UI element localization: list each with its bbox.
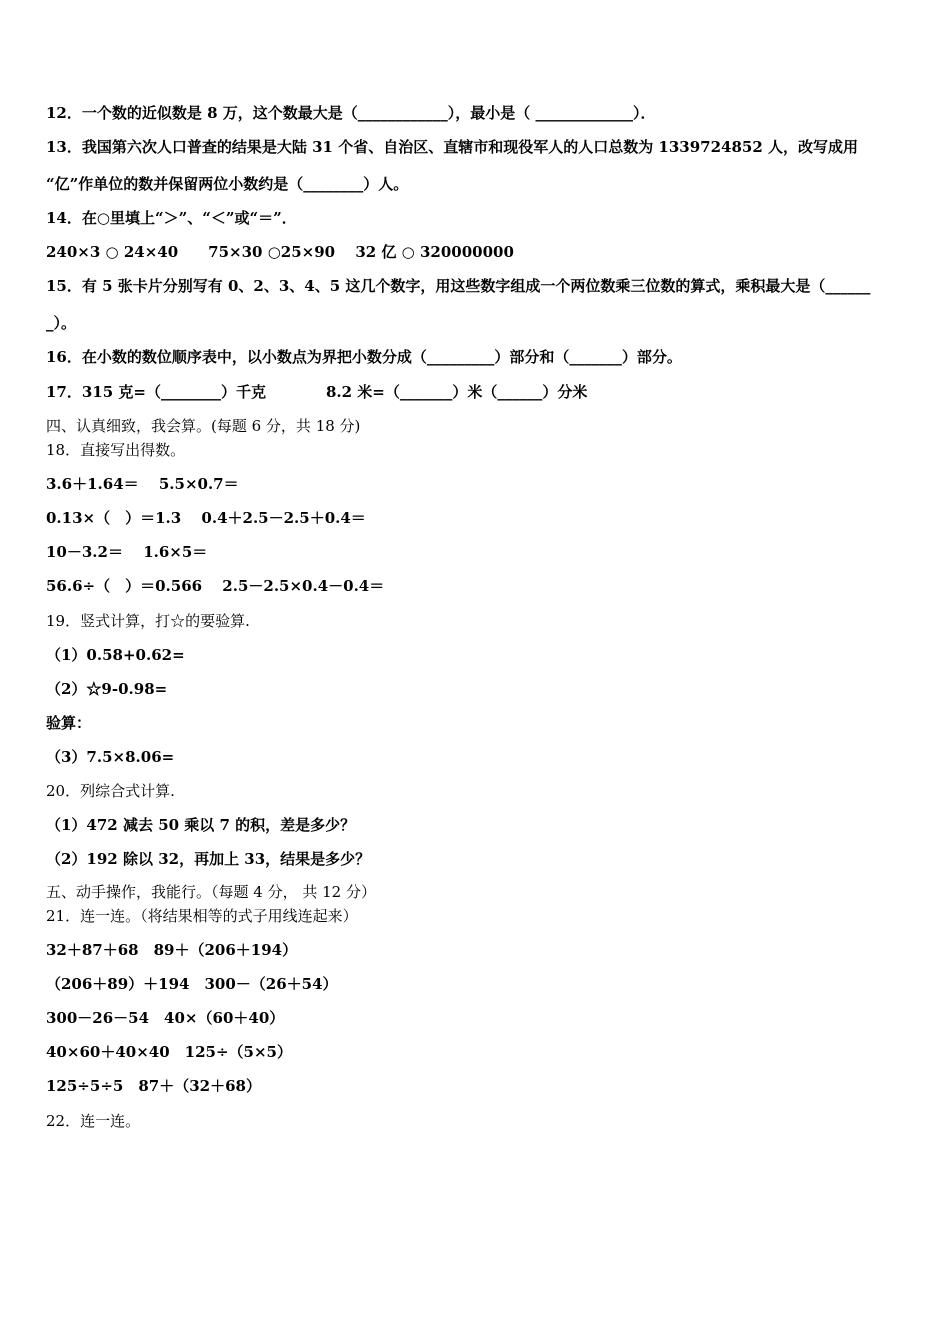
question-18-row-3: 10－3.2＝ 1.6×5＝ (46, 543, 208, 561)
question-14-items: 240×3 ○ 24×40 75×30 ○25×90 32 亿 ○ 320000000 (46, 243, 514, 261)
question-18-row-2: 0.13×（ ）＝1.3 0.4＋2.5－2.5＋0.4＝ (46, 509, 366, 527)
question-14: 14．在○里填上“＞”、“＜”或“＝”． (46, 209, 297, 227)
question-21-row-2: （206＋89）＋194 300－（26＋54） (46, 975, 338, 993)
question-19-check-label: 验算： (46, 714, 92, 732)
question-21-row-5: 125÷5÷5 87＋（32＋68） (46, 1077, 261, 1095)
question-20-part-2: （2）192 除以 32，再加上 33，结果是多少？ (46, 850, 371, 868)
question-21: 21．连一连。（将结果相等的式子用线连起来） (46, 907, 358, 925)
question-16: 16．在小数的数位顺序表中，以小数点为界把小数分成（_________）部分和（_______）部分。 (46, 348, 682, 366)
question-21-row-4: 40×60＋40×40 125÷（5×5） (46, 1043, 292, 1061)
question-20-part-1: （1）472 减去 50 乘以 7 的积，差是多少？ (46, 816, 356, 834)
question-22: 22．连一连。 (46, 1112, 141, 1130)
question-21-row-3: 300－26－54 40×（60＋40） (46, 1009, 285, 1027)
question-17: 17．315 克=（________）千克 8.2 米=（_______）米（______）分米 (46, 383, 588, 401)
question-18-row-4: 56.6÷（ ）＝0.566 2.5－2.5×0.4－0.4＝ (46, 577, 385, 595)
question-19-part-2: （2）☆9-0.98= (46, 680, 168, 698)
question-21-row-1: 32＋87＋68 89＋（206＋194） (46, 941, 298, 959)
question-20: 20．列综合式计算. (46, 782, 175, 800)
question-13-line-1: 13．我国第六次人口普查的结果是大陆 31 个省、自治区、直辖市和现役军人的人口总数为 1339724852 人，改写成用 (46, 138, 859, 156)
question-19-part-1: （1）0.58+0.62= (46, 646, 185, 664)
section-4-heading: 四、认真细致，我会算。(每题 6 分，共 18 分) (46, 417, 361, 435)
question-18-row-1: 3.6＋1.64＝ 5.5×0.7＝ (46, 475, 239, 493)
question-15-line-1: 15．有 5 张卡片分别写有 0、2、3、4、5 这几个数字，用这些数字组成一个两位数乘三位数的算式，乘积最大是（______ (46, 277, 871, 295)
question-19-part-3: （3）7.5×8.06= (46, 748, 175, 766)
question-12: 12．一个数的近似数是 8 万，这个数最大是（____________），最小是（ _____________）． (46, 104, 656, 122)
question-18: 18．直接写出得数。 (46, 441, 186, 459)
question-19: 19．竖式计算，打☆的要验算. (46, 612, 250, 630)
question-13-line-2: “亿”作单位的数并保留两位小数约是（________）人。 (46, 175, 409, 193)
question-15-line-2: _）。 (46, 314, 77, 332)
section-5-heading: 五、动手操作，我能行。（每题 4 分， 共 12 分） (46, 883, 376, 901)
